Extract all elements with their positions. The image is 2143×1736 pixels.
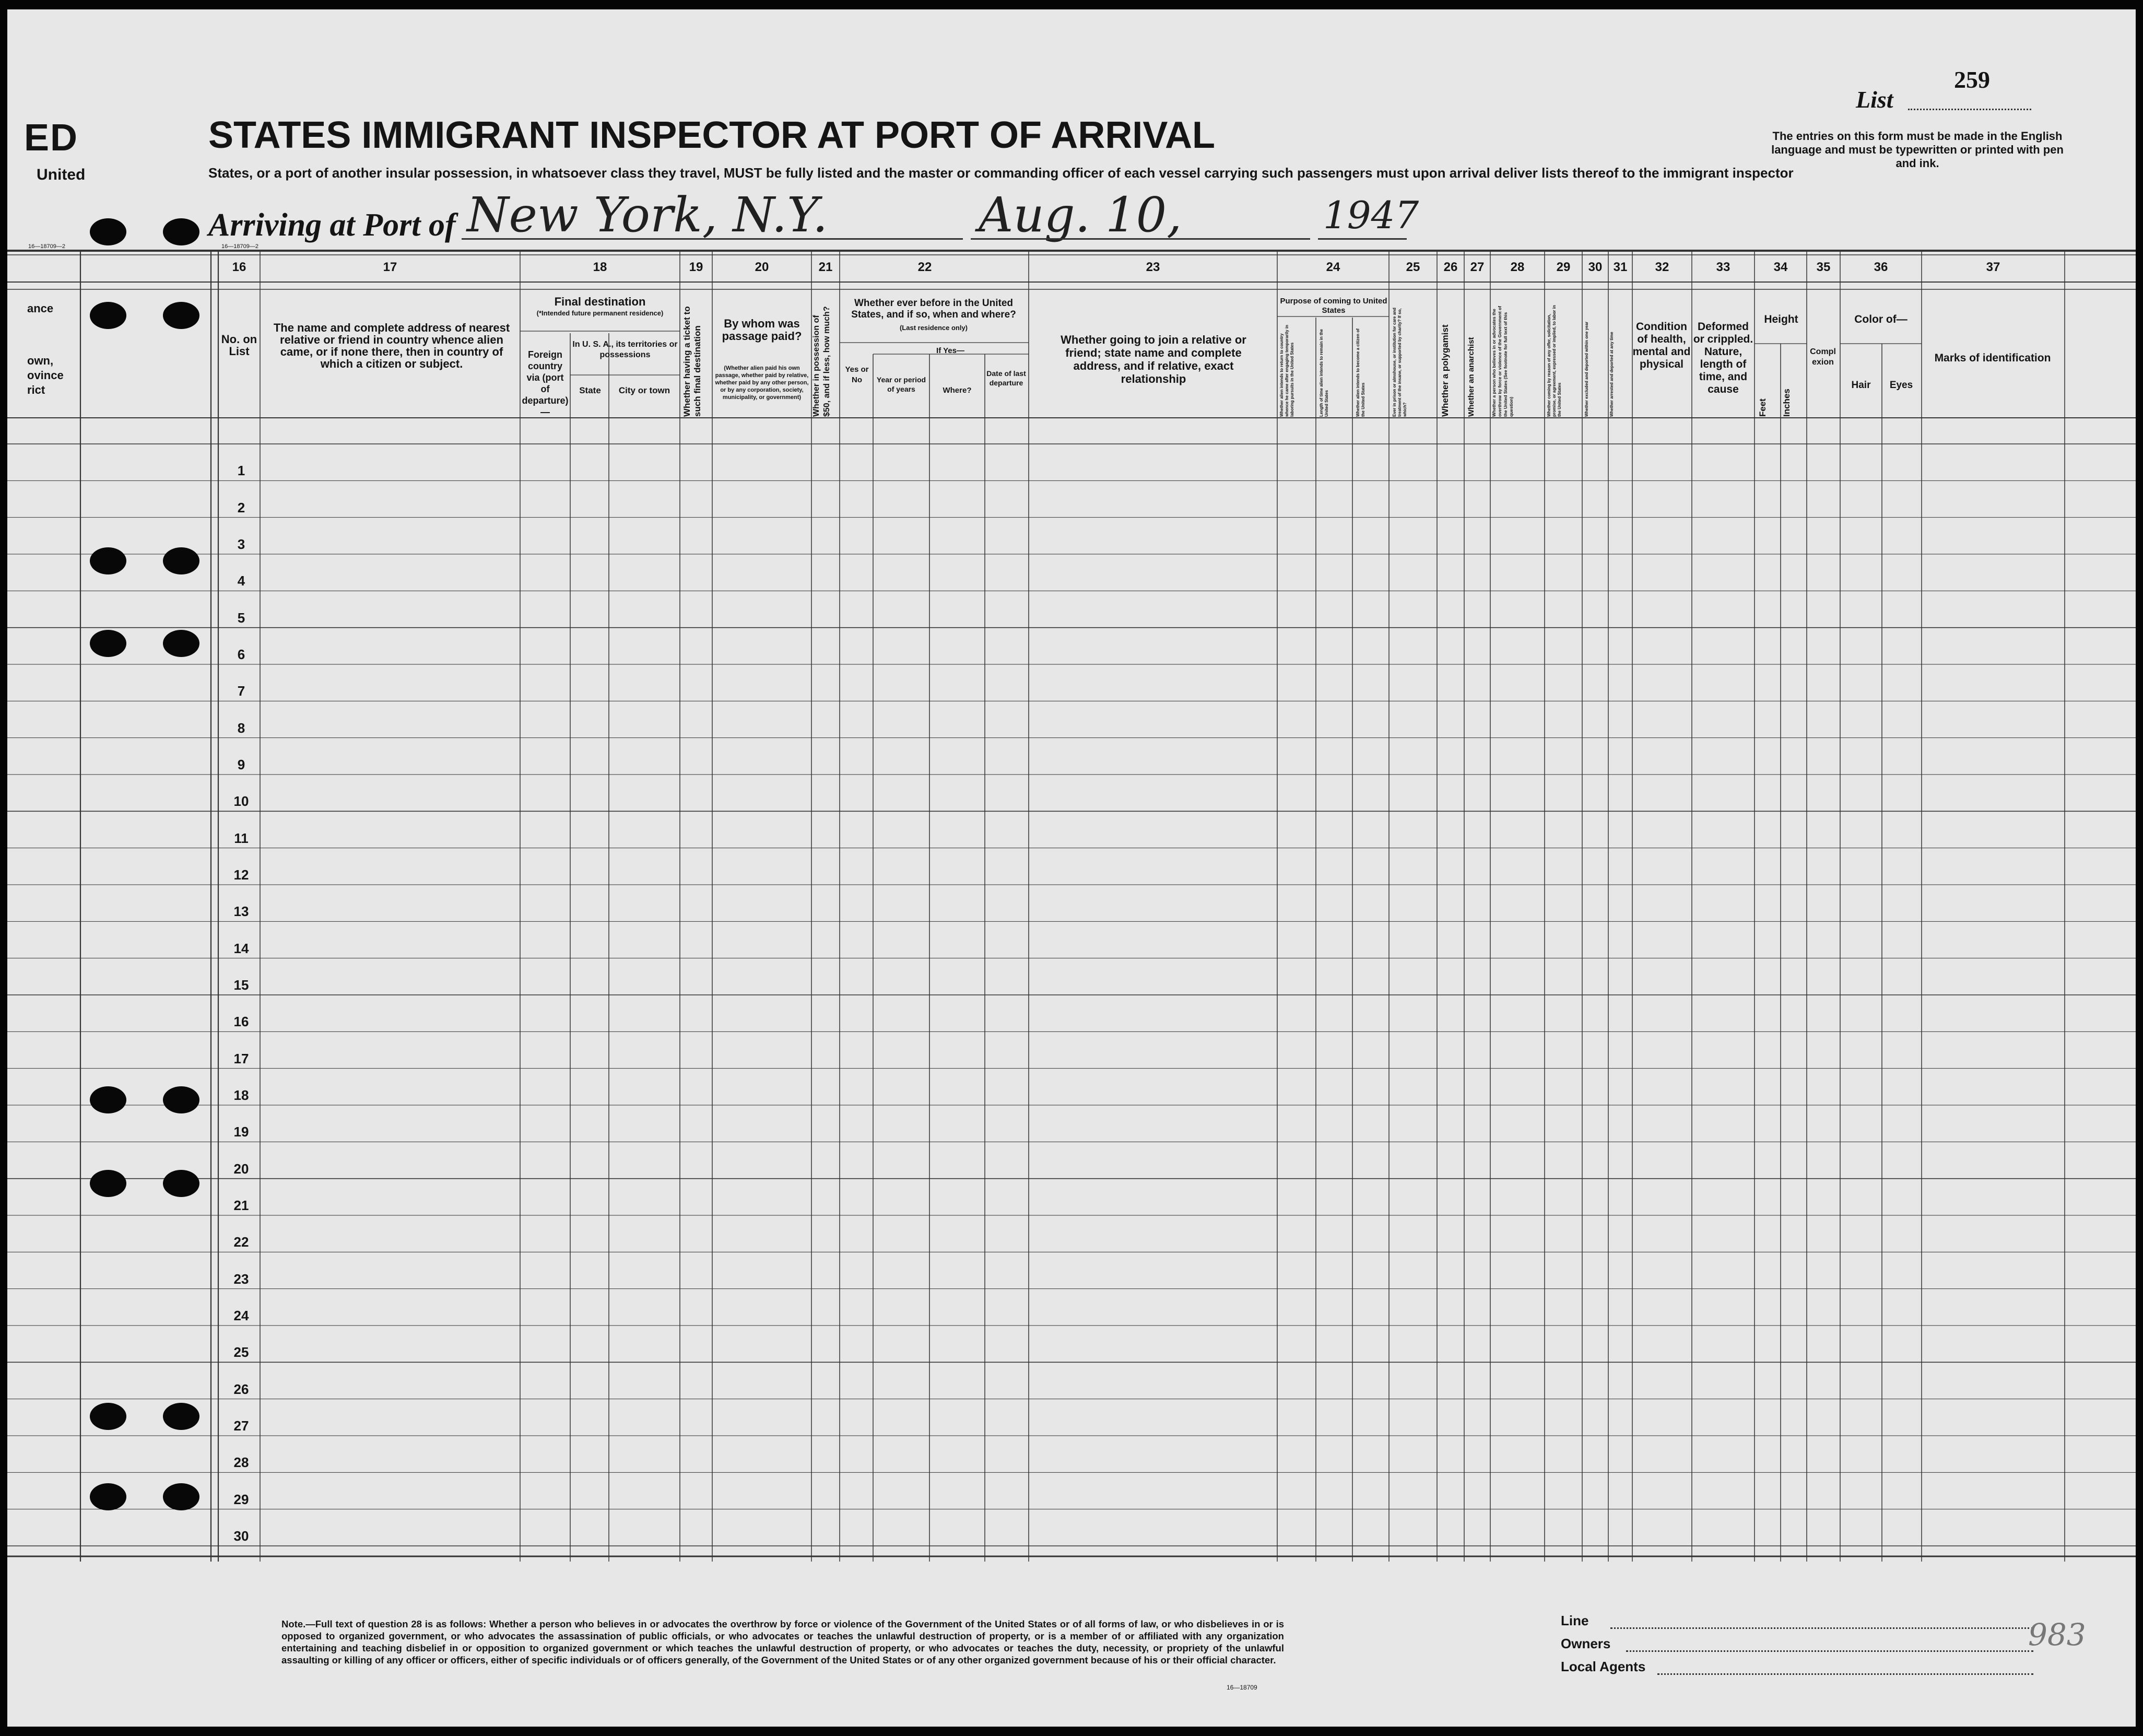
header-polygamist: Whether a polygamist: [1440, 324, 1450, 417]
row-number: 10: [233, 793, 249, 810]
header-marks: Marks of identification: [1934, 352, 2051, 364]
header-in-usa: In U. S. A., its territories or possessions: [572, 340, 678, 359]
row-number: 19: [233, 1124, 249, 1140]
column-number: 35: [1816, 260, 1831, 274]
header-complexion: Complexion: [1810, 347, 1836, 367]
header-fifty-dollars: Whether in possession of $50, and if less, how much?: [812, 306, 831, 417]
header-prison: Ever in prison or almshouse, or institution for care and treatment of the insane, or supported by charity? If so, which?: [1392, 308, 1407, 417]
list-field-line[interactable]: [1908, 109, 2031, 110]
header-before-in-us-sub: (Last residence only): [899, 324, 968, 332]
header-before-in-us: Whether ever before in the United States, and if so, when and where?: [851, 298, 1016, 320]
header-year-period: Year or period of years: [876, 376, 926, 393]
punch-hole: [163, 1483, 199, 1510]
punch-hole: [90, 1403, 126, 1430]
column-number: 33: [1716, 260, 1730, 274]
row-number: 17: [233, 1050, 249, 1066]
header-passage-paid-note: (Whether alien paid his own passage, whether paid by relative, whether paid by any other person, or by any corporation, society, municipality, or government): [715, 365, 809, 401]
header-arrested: Whether arrested and deported at any time: [1609, 332, 1614, 417]
form-title: STATES IMMIGRANT INSPECTOR AT PORT OF ARRIVAL: [208, 114, 1215, 156]
row-number: 25: [233, 1344, 249, 1360]
column-number: 22: [917, 260, 932, 274]
left-fragment-3: ovince: [27, 369, 64, 382]
manifest-sheet: [7, 9, 2136, 1727]
row-number: 27: [233, 1418, 249, 1434]
header-deformed: Deformed or crippled. Nature, length of time, and cause: [1693, 321, 1753, 395]
punch-hole: [90, 1170, 126, 1197]
column-number: 24: [1326, 260, 1340, 274]
punch-hole: [90, 547, 126, 574]
punch-hole: [163, 1086, 199, 1113]
header-state: State: [579, 385, 601, 395]
punch-hole: [90, 302, 126, 329]
header-purpose-citizen: Whether alien intends to become a citizen of the United States: [1356, 329, 1365, 417]
header-eyes: Eyes: [1889, 380, 1913, 391]
punch-hole: [163, 1170, 199, 1197]
column-number: 16: [232, 260, 246, 274]
column-number: 31: [1613, 260, 1628, 274]
punch-hole: [90, 1086, 126, 1113]
header-if-yes: If Yes—: [936, 346, 964, 355]
footnote-q28: Note.—Full text of question 28 is as follows: Whether a person who believes in or advocates the overthrow by force or violence of the Government of the United States or of all forms of law, or who disbelieves in or is opposed to organized government, or who advocates the assassination of public officials, or who advocates or teaches the unlawful destruction of property, or is a member of or affiliated with any organization entertaining and teaching disbelief in or opposition to organized government or which teaches the unlawful destruction of property, or who advocates or teaches the duty, necessity, or propriety of the unlawful assaulting or killing of any officer or officers, either of specific individuals or of officers generally, of the Government of the United States or of any other organized government because of his or their official character.: [281, 1618, 1284, 1665]
column-number: 32: [1655, 260, 1669, 274]
header-overthrow: Whether a person who believes in or advocates the overthrow by force or violence of the Government of the United States (See footnote for full text of this question): [1491, 306, 1514, 417]
line-label: Line: [1561, 1613, 1589, 1628]
column-number: 18: [593, 260, 607, 274]
row-number: 3: [237, 536, 245, 552]
punch-hole: [90, 218, 126, 245]
date-field-line[interactable]: [971, 238, 1310, 240]
row-number: 2: [237, 499, 245, 515]
year-field-line[interactable]: [1318, 238, 1407, 240]
list-label: List: [1856, 86, 1893, 113]
instructions-note: The entries on this form must be made in the English language and must be typewritten or printed with pen and ink.: [1771, 130, 2064, 170]
header-list-number: No. on List: [221, 333, 257, 358]
header-join-relative: Whether going to join a relative or friend; state name and complete address, and if relative, exact relationship: [1061, 333, 1246, 385]
row-number: 20: [233, 1160, 249, 1177]
row-number: 7: [237, 683, 245, 699]
column-number: 23: [1146, 260, 1160, 274]
header-hair: Hair: [1851, 380, 1871, 391]
row-number: 24: [233, 1308, 249, 1323]
row-number: 12: [233, 867, 249, 883]
local-agents-field[interactable]: [1657, 1673, 2033, 1675]
header-inches: Inches: [1782, 389, 1792, 417]
header-passage-paid: By whom was passage paid?: [722, 317, 802, 343]
column-number: 36: [1874, 260, 1888, 274]
year-handwritten: 1947: [1323, 193, 1419, 237]
left-fragment-2: own,: [27, 354, 54, 367]
header-yes-no: Yes or No: [845, 365, 869, 384]
column-number: 20: [755, 260, 769, 274]
header-final-destination-sub: (*Intended future permanent residence): [536, 309, 664, 317]
header-excluded: Whether excluded and deported within one year: [1584, 321, 1589, 417]
header-color-of: Color of—: [1854, 313, 1907, 325]
row-number: 14: [233, 940, 249, 956]
punch-hole: [90, 630, 126, 657]
row-number: 8: [237, 720, 245, 736]
left-fragment-1: ance: [27, 302, 54, 315]
row-number: 9: [237, 757, 245, 772]
header-purpose-return: Whether alien intends to return to country whence he came after engaging temporarily in laboring pursuits in the United States: [1279, 324, 1294, 417]
column-number: 28: [1510, 260, 1525, 274]
punch-hole: [90, 1483, 126, 1510]
header-foreign-country: Foreign country via (port of departure)—: [522, 349, 569, 417]
row-number: 5: [237, 609, 245, 626]
row-number: 4: [237, 573, 245, 589]
row-number: 1: [237, 463, 245, 479]
header-purpose: Purpose of coming to United States: [1280, 297, 1387, 315]
column-number: 19: [689, 260, 703, 274]
punch-hole: [163, 630, 199, 657]
column-number: 29: [1556, 260, 1571, 274]
row-number: 11: [234, 830, 249, 846]
owners-field[interactable]: [1626, 1650, 2033, 1652]
column-number: 25: [1406, 260, 1420, 274]
header-height: Height: [1764, 313, 1798, 325]
arriving-label: Arriving at Port of: [208, 207, 456, 243]
page-number: 259: [1954, 66, 1990, 93]
column-number: 21: [818, 260, 833, 274]
port-handwritten: New York, N.Y.: [467, 187, 828, 243]
row-number: 16: [233, 1014, 249, 1030]
row-number: 6: [237, 647, 245, 662]
local-agents-label: Local Agents: [1561, 1659, 1646, 1674]
header-offer-labor: Whether coming by reason of any offer, solicitation, promise, or agreement, expressed or implied, to labor in the United States: [1547, 305, 1562, 417]
header-city: City or town: [618, 385, 670, 395]
form-code-left: 16—18709—2: [28, 243, 65, 250]
column-number: 34: [1773, 260, 1788, 274]
header-left-fragment-2: United: [37, 166, 86, 183]
column-number: 26: [1443, 260, 1458, 274]
row-number: 22: [233, 1234, 249, 1250]
footer-form-code: 16—18709: [1227, 1684, 1257, 1691]
header-feet: Feet: [1758, 398, 1768, 417]
punch-hole: [163, 1403, 199, 1430]
row-number: 23: [233, 1271, 249, 1287]
row-number: 18: [233, 1087, 249, 1103]
row-number: 29: [233, 1491, 249, 1507]
port-field-line[interactable]: [462, 238, 963, 240]
row-number: 28: [233, 1455, 249, 1471]
header-nearest-relative: The name and complete address of nearest relative or friend in country whence alien came, or if none there, then in country of which a citizen or subject.: [273, 321, 510, 370]
row-number: 21: [233, 1198, 249, 1213]
punch-hole: [163, 302, 199, 329]
header-anarchist: Whether an anarchist: [1467, 337, 1476, 417]
header-final-destination: Final destination: [554, 295, 646, 308]
line-field[interactable]: [1610, 1627, 2033, 1629]
form-subtitle: States, or a port of another insular possession, in whatsoever class they travel, MUST be fully listed and the master or commanding officer of each vessel carrying such passengers must upon arrival deliver lists thereof to the immigrant inspector: [208, 165, 1794, 181]
form-code-mid: 16—18709—2: [221, 243, 258, 250]
header-ticket: Whether having a ticket to such final destination: [682, 306, 702, 417]
punch-hole: [163, 218, 199, 245]
date-handwritten: Aug. 10,: [979, 187, 1182, 243]
margin-pencil-note: 983: [2028, 1617, 2086, 1652]
row-number: 15: [233, 977, 249, 993]
row-number: 26: [233, 1381, 249, 1397]
column-number: 27: [1470, 260, 1485, 274]
header-purpose-length: Length of time alien intends to remain in the United States: [1319, 329, 1329, 417]
column-number: 30: [1588, 260, 1603, 274]
row-number: 13: [233, 904, 249, 920]
left-fragment-4: rict: [27, 383, 45, 396]
row-number: 30: [233, 1528, 249, 1544]
header-left-fragment: ED: [24, 117, 79, 159]
column-number: 37: [1986, 260, 2000, 274]
punch-hole: [163, 547, 199, 574]
header-where: Where?: [943, 386, 972, 395]
column-number: 17: [383, 260, 397, 274]
header-date-last-departure: Date of last departure: [986, 369, 1026, 387]
header-health: Condition of health, mental and physical: [1632, 321, 1691, 370]
owners-label: Owners: [1561, 1636, 1611, 1651]
